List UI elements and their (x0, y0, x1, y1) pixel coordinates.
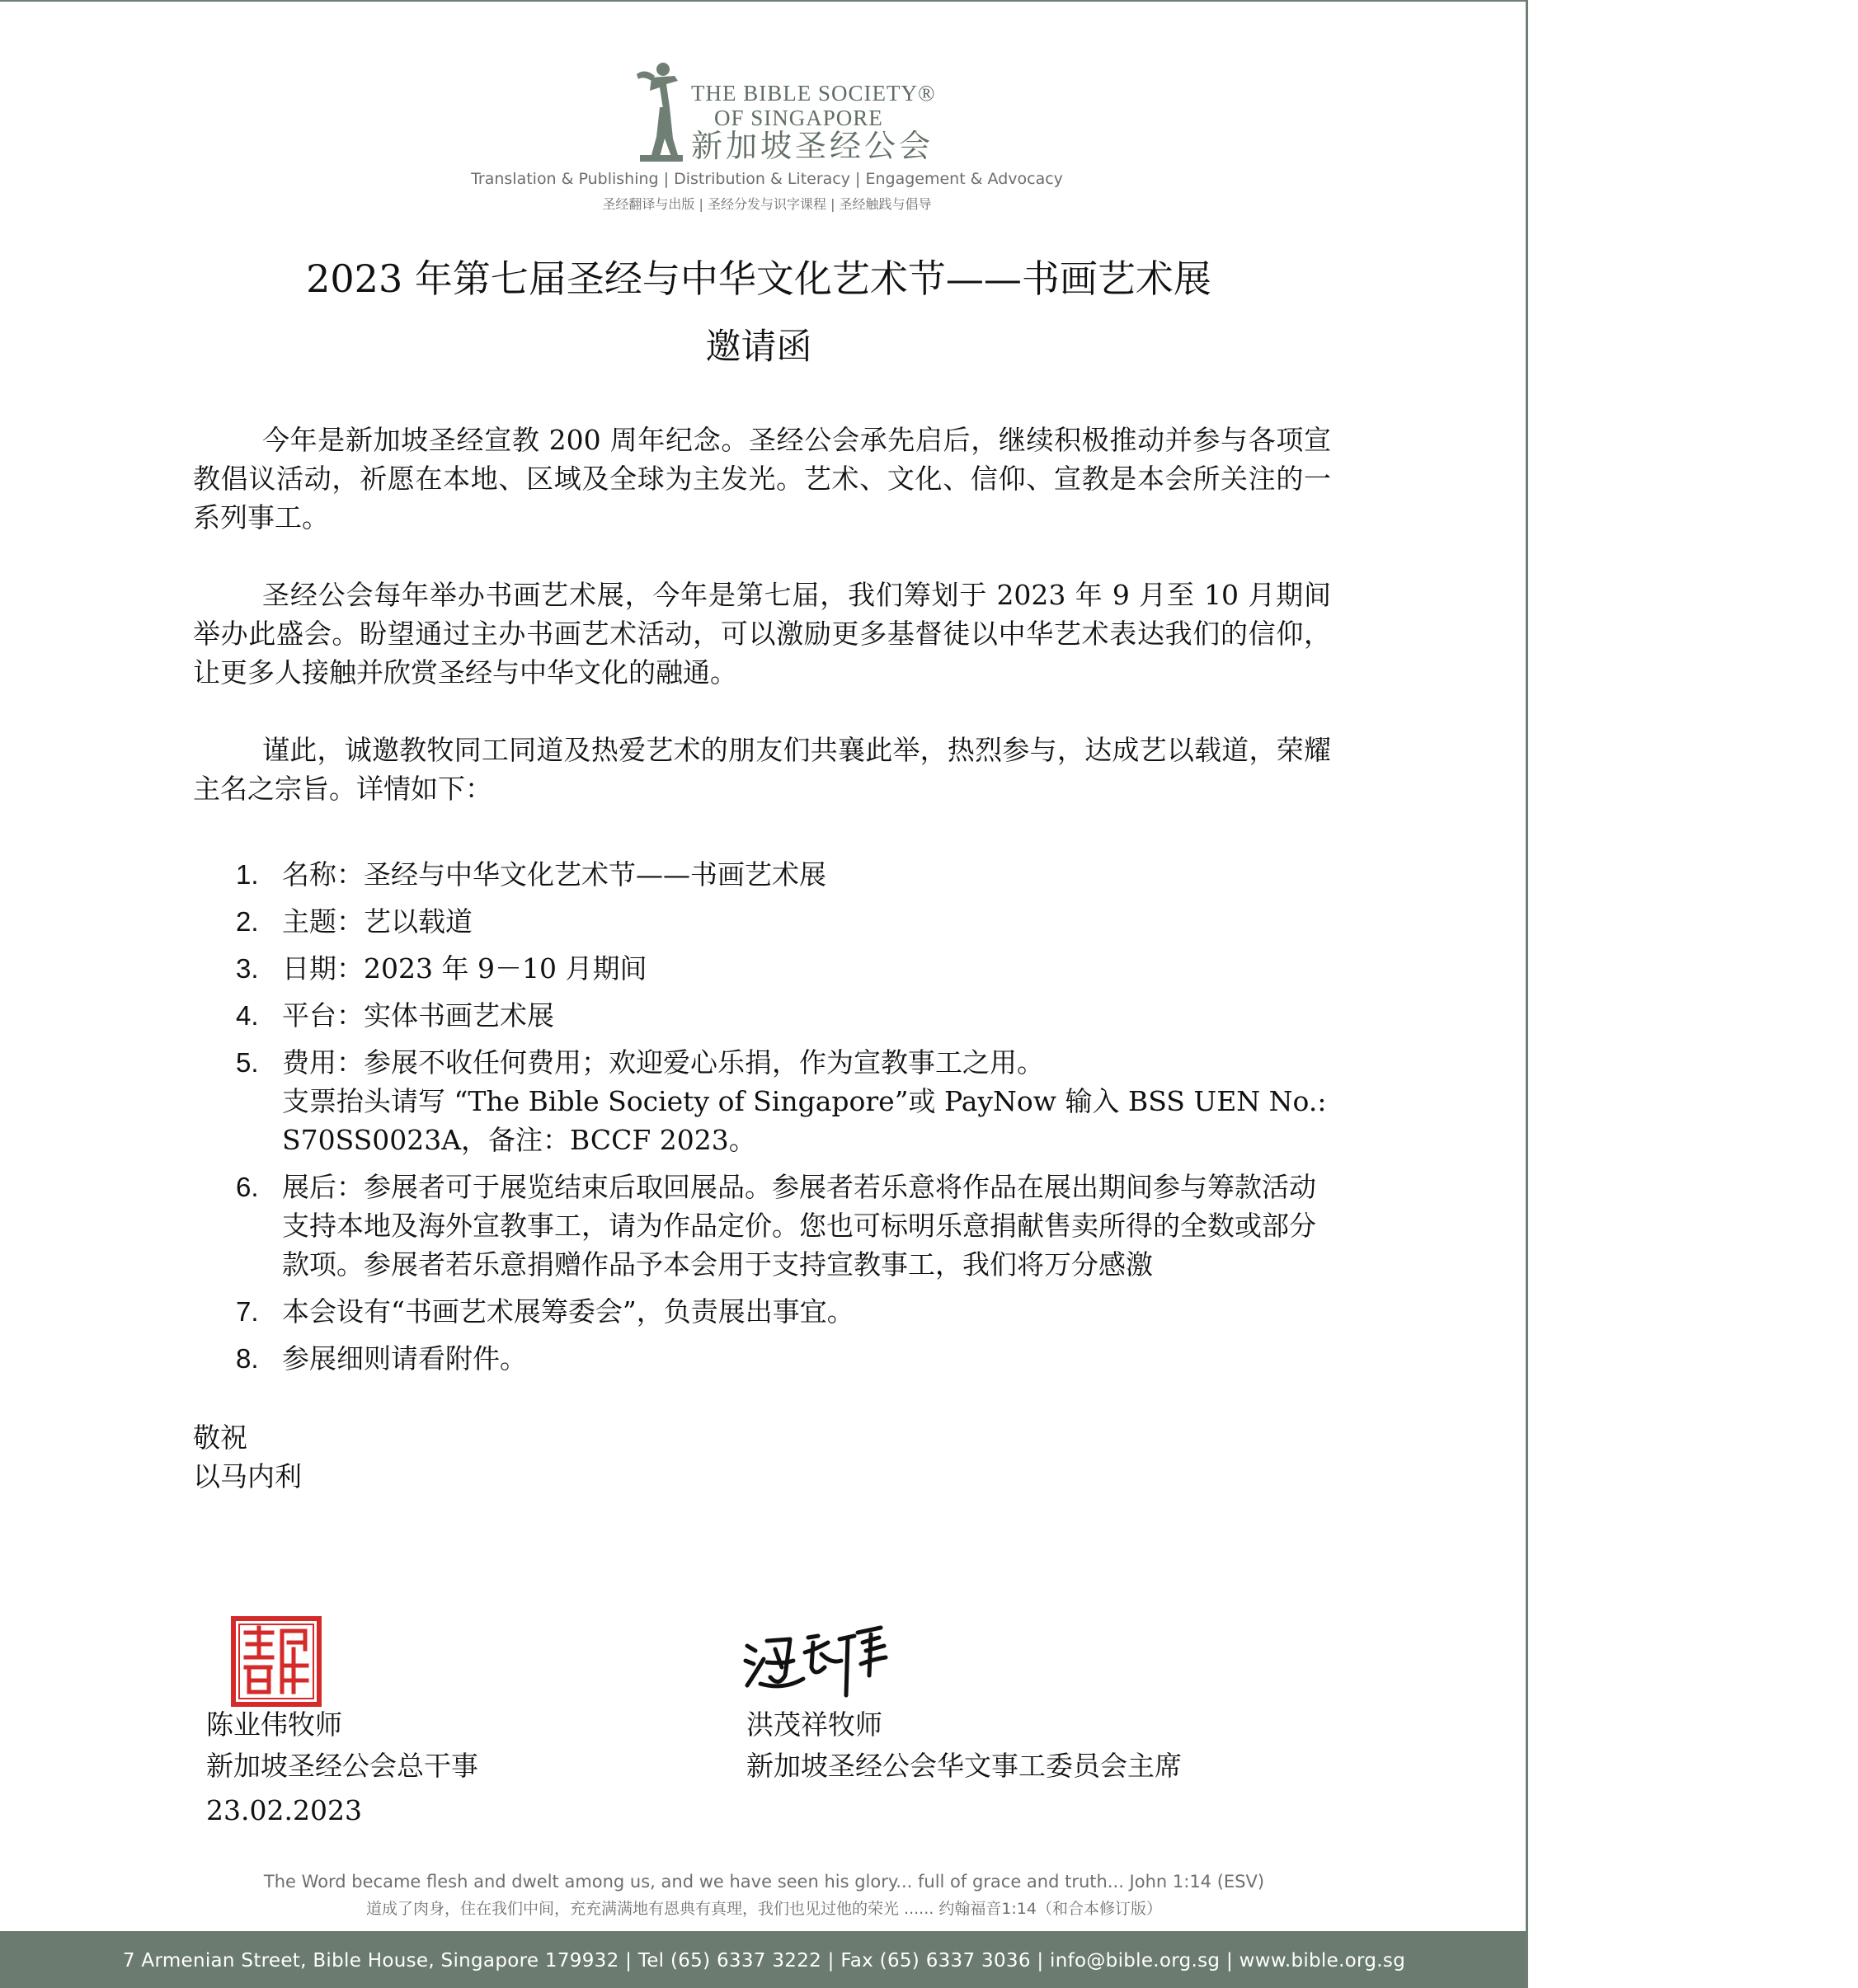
signatory-left (206, 1704, 478, 1831)
list-text: 费用：参展不收任何费用；欢迎爱心乐捐，作为宣教事工之用。 (282, 1046, 1044, 1079)
list-item (236, 1292, 1333, 1331)
footer-verse-en: The Word became flesh and dwelt among us, and we have seen his glory... full of grace and truth... John 1:14 (ESV) (263, 1872, 1265, 1892)
list-text: 本会设有“书画艺术展筹委会”，负责展出事宜。 (282, 1295, 854, 1328)
list-item (236, 902, 1333, 941)
list-number: 2. (236, 906, 259, 937)
list-text: 日期：2023 年 9－10 月期间 (282, 952, 647, 985)
footer-verse-cn: 道成了肉身，住在我们中间，充充满满地有恩典有真理，我们也见过他的荣光 ...... 约翰福音1:14（和合本修订版） (366, 1900, 1162, 1918)
footer-bar (0, 1931, 1528, 1988)
closing-line: 敬祝 (193, 1422, 247, 1454)
tagline-cn: 圣经翻译与出版 | 圣经分发与识字课程 | 圣经触践与倡导 (602, 196, 932, 212)
list-text: 平台：实体书画艺术展 (282, 999, 554, 1032)
closing-line: 以马内利 (193, 1460, 302, 1492)
list-item (236, 996, 1333, 1035)
signatory-title: 新加坡圣经公会华文事工委员会主席 (746, 1750, 1182, 1782)
signatory-right (746, 1704, 1182, 1787)
list-number: 6. (236, 1172, 259, 1202)
list-number: 5. (236, 1047, 259, 1078)
letter-date: 23.02.2023 (206, 1794, 362, 1826)
list-text: 参展细则请看附件。 (282, 1342, 527, 1375)
list-number: 4. (236, 1000, 259, 1031)
org-logo (627, 59, 936, 167)
list-item (236, 855, 1333, 894)
list-number: 7. (236, 1296, 259, 1327)
list-item (236, 1339, 1333, 1378)
red-seal-stamp (231, 1616, 322, 1707)
org-name-cn: 新加坡圣经公会 (691, 128, 934, 164)
list-item (236, 1168, 1333, 1284)
list-item (236, 1043, 1333, 1159)
list-item (236, 949, 1333, 988)
org-name-en-line1: THE BIBLE SOCIETY® (691, 81, 936, 106)
tagline-en: Translation & Publishing | Distribution & Literacy | Engagement & Advocacy (471, 170, 1063, 188)
closing (193, 1418, 302, 1496)
letter-subtitle: 邀请函 (705, 327, 812, 368)
list-text: 名称：圣经与中华文化艺术节——书画艺术展 (282, 858, 826, 891)
sower-figure-icon (627, 59, 693, 162)
paragraph: 谨此，诚邀教牧同工同道及热爱艺术的朋友们共襄此举，热烈参与，达成艺以载道，荣耀主名之宗旨。详情如下： (193, 734, 1331, 805)
details-list (236, 855, 1333, 1386)
letter-title: 2023 年第七届圣经与中华文化艺术节——书画艺术展 (306, 256, 1211, 301)
paragraph: 今年是新加坡圣经宣教 200 周年纪念。圣经公会承先启后，继续积极推动并参与各项宣教倡议活动，祈愿在本地、区域及全球为主发光。艺术、文化、信仰、宣教是本会所关注的一系列事工。 (193, 424, 1331, 533)
list-number: 3. (236, 953, 259, 984)
footer-contact: 7 Armenian Street, Bible House, Singapore 179932 | Tel (65) 6337 3222 | Fax (65) 6337 3036 | info@bible.org.sg | www.bible.org.sg (122, 1949, 1406, 1972)
signatory-name: 洪茂祥牧师 (746, 1708, 882, 1741)
org-name-en-line2: OF SINGAPORE (714, 106, 883, 130)
list-subtext: 支票抬头请写 “The Bible Society of Singapore”或 PayNow 输入 BSS UEN No.: S70SS0023A，备注：BCCF 2023。 (282, 1085, 1327, 1156)
list-text: 展后：参展者可于展览结束后取回展品。参展者若乐意将作品在展出期间参与筹款活动支持本地及海外宣教事工，请为作品定价。您也可标明乐意捐献售卖所得的全数或部分款项。参展者若乐意捐赠作品予本会用于支持宣教事工，我们将万分感激 (282, 1171, 1316, 1281)
signatory-title: 新加坡圣经公会总干事 (206, 1750, 478, 1782)
list-number: 8. (236, 1343, 259, 1374)
list-text: 主题：艺以载道 (282, 905, 473, 938)
handwritten-signature (742, 1618, 891, 1700)
signatory-name: 陈业伟牧师 (206, 1708, 342, 1741)
paragraph: 圣经公会每年举办书画艺术展，今年是第七届，我们筹划于 2023 年 9 月至 10 月期间举办此盛会。盼望通过主办书画艺术活动，可以激励更多基督徒以中华艺术表达我们的信仰，让更多人接触并欣赏圣经与中华文化的融通。 (193, 579, 1331, 689)
list-number: 1. (236, 859, 259, 890)
